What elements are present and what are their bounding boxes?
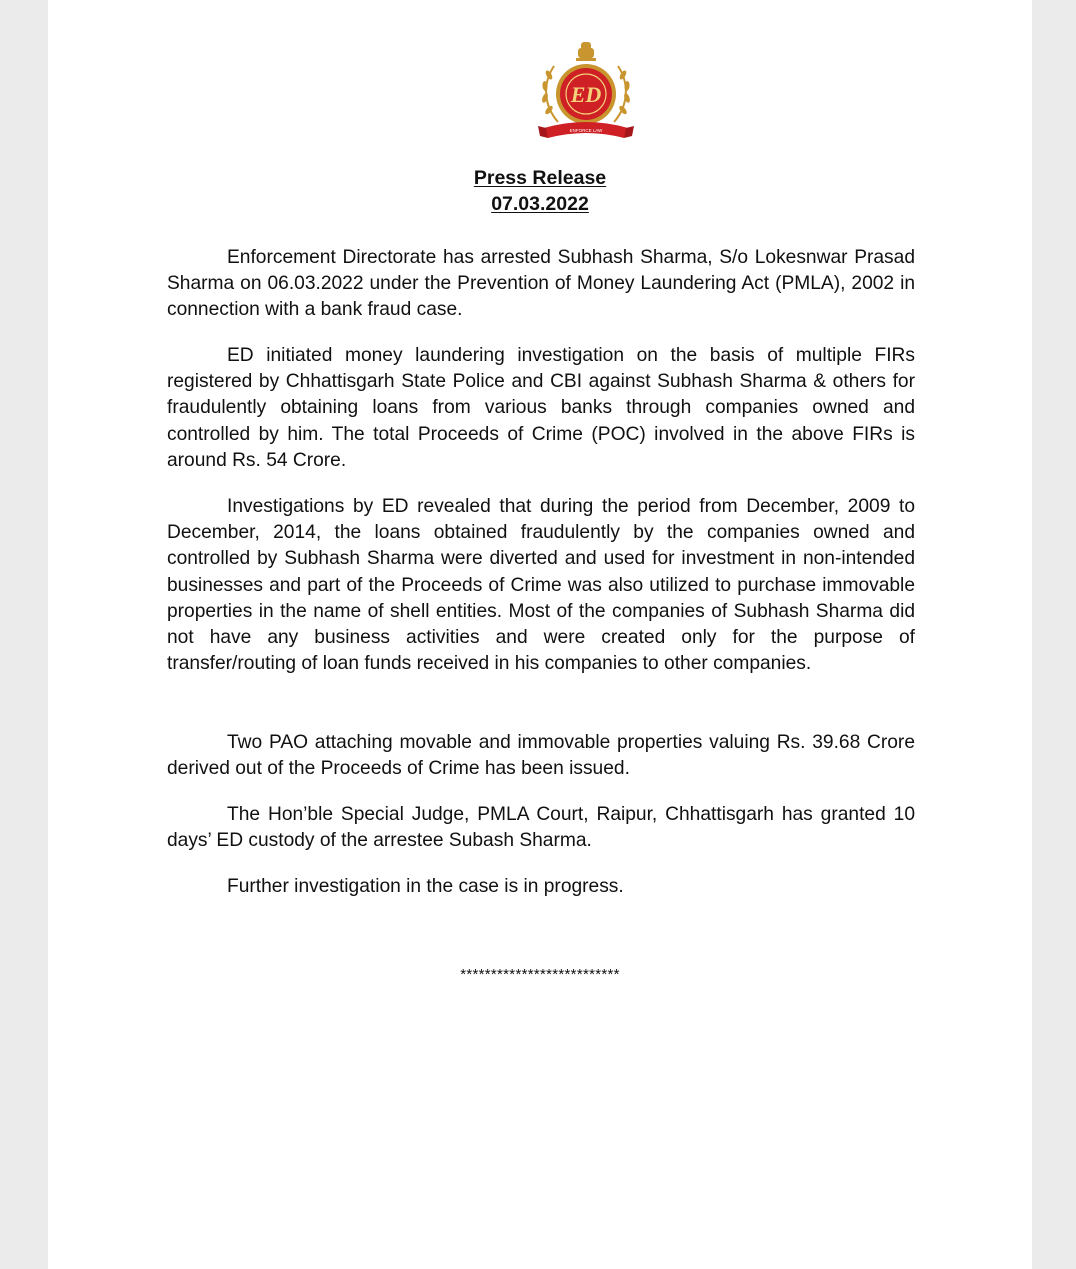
paragraph-custody: The Hon’ble Special Judge, PMLA Court, Raipur, Chhattisgarh has granted 10 days’ ED custody of the arrestee Subash Sharma. xyxy=(167,804,915,852)
svg-text:ENFORCE LAW: ENFORCE LAW xyxy=(569,128,603,133)
paragraph-investigation-basis: ED initiated money laundering investigation on the basis of multiple FIRs registered by Chhattisgarh State Police and CBI against Subhash Sharma & others for fraudulently obtaining loans from various banks through companies owned and controlled by him. The total Proceeds of Crime (POC) involved in the above FIRs is around Rs. 54 Crore. xyxy=(167,345,915,471)
paragraph-further-investigation: Further investigation in the case is in progress. xyxy=(227,876,624,897)
paragraph-investigation-findings: Investigations by ED revealed that during the period from December, 2009 to December, 2014, the loans obtained fraudulently by the companies owned and controlled by Subhash Sharma were diverted and used for investment in non-intended businesses and part of the Proceeds of Crime was also utilized to purchase immovable properties in the name of shell entities. Most of the companies of Subhash Sharma did not have any business activities and were created only for the purpose of transfer/routing of loan funds received in his companies to other companies. xyxy=(167,496,915,675)
document-page xyxy=(48,0,1032,1269)
paragraph-attachment: Two PAO attaching movable and immovable properties valuing Rs. 39.68 Crore derived out of the Proceeds of Crime has been issued. xyxy=(167,732,915,780)
press-release-title: Press Release xyxy=(473,167,607,189)
end-separator: ************************** xyxy=(460,966,620,983)
ed-emblem-icon xyxy=(534,36,638,144)
svg-text:ED: ED xyxy=(570,82,602,107)
press-release-date: 07.03.2022 xyxy=(491,193,589,215)
paragraph-arrest: Enforcement Directorate has arrested Subhash Sharma, S/o Lokesnwar Prasad Sharma on 06.03.2022 under the Prevention of Money Laundering Act (PMLA), 2002 in connection with a bank fraud case. xyxy=(167,247,915,321)
